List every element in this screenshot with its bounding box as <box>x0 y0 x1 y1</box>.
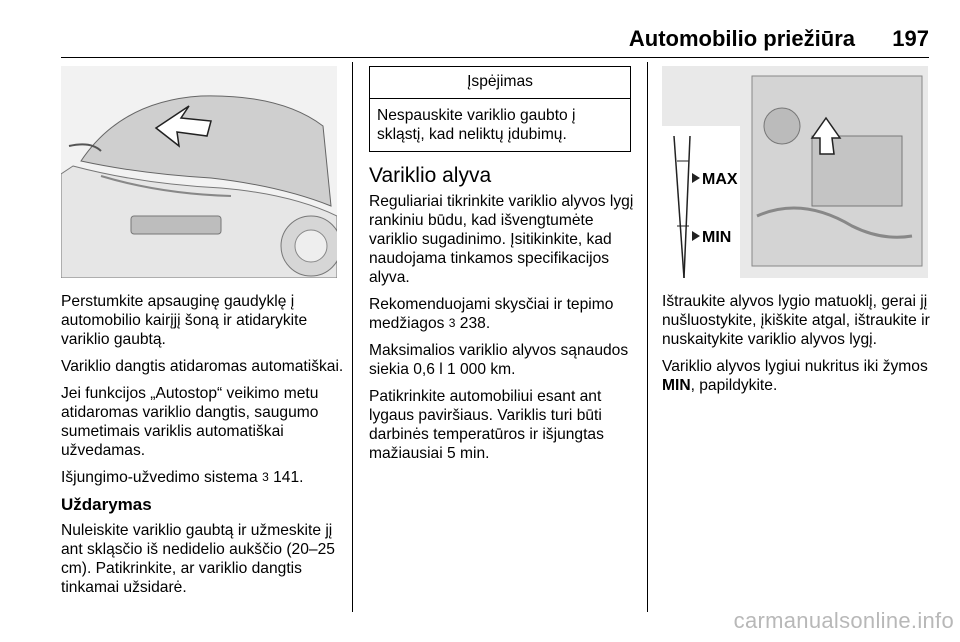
warning-title: Įspėjimas <box>370 67 630 99</box>
hood-open-instruction: Perstumkite apsauginę gaudyklę į automobilio kairįjį šoną ir atidarykite variklio gaubtą. <box>61 293 308 348</box>
watermark: carmanualsonline.info <box>733 608 954 633</box>
refill-end: , papildykite. <box>690 377 778 394</box>
left-column <box>61 66 344 605</box>
header-rule <box>61 57 929 58</box>
closing-instruction: Nuleiskite variklio gaubtą ir užmeskite jį ant skląsčio iš nedidelio aukščio (20–25 cm). Patikrinkite, ar variklio dangtis tinkamai užsidarė. <box>61 522 335 596</box>
max-mark-label: MAX <box>702 171 738 188</box>
oil-check-intro: Reguliariai tikrinkite variklio alyvos lygį rankiniu būdu, kad išvengtumėte variklio sugadinimo. Įsitikinkite, kad naudojama tinkamos specifikacijos alyva. <box>369 193 634 286</box>
dipstick-illustration <box>662 66 928 278</box>
engine-oil-title: Variklio alyva <box>369 164 492 187</box>
page-title: Automobilio priežiūra <box>628 26 855 51</box>
reference-end: . <box>485 315 491 332</box>
page-number: 197 <box>892 26 929 51</box>
hood-release-illustration <box>61 66 337 278</box>
reference-end: . <box>299 469 304 486</box>
warning-box <box>369 66 631 152</box>
refill-text: Variklio alyvos lygiui nukritus iki žymos <box>662 358 928 375</box>
hood-auto-open-note: Variklio dangtis atidaromas automatiškai. <box>61 358 344 375</box>
reference-page: 238 <box>459 315 486 332</box>
oil-check-conditions: Patikrinkite automobiliui esant ant lygaus paviršiaus. Variklis turi būti darbinės temperatūros ir išjungtas mažiausiai 5 min. <box>369 388 604 462</box>
autostop-note: Jei funkcijos „Autostop“ veikimo metu atidaromas variklio dangtis, saugumo sumetimais variklis automatiškai užvedamas. <box>61 385 319 459</box>
fluids-reference <box>369 295 639 333</box>
oil-consumption-note: Maksimalios variklio alyvos sąnaudos siekia 0,6 l 1 000 km. <box>369 342 629 378</box>
warning-body: Nespauskite variklio gaubto į skląstį, kad neliktų įdubimų. <box>377 107 576 143</box>
reference-page: 141 <box>273 469 300 486</box>
column-divider-left <box>352 62 353 612</box>
page-reference-icon: 3 <box>448 316 456 330</box>
page-reference-icon: 3 <box>262 470 269 484</box>
dipstick-instruction: Ištraukite alyvos lygio matuoklį, gerai jį nušluostykite, įkiškite atgal, ištraukite ir nuskaitykite variklio alyvos lygį. <box>662 293 930 348</box>
middle-column <box>369 66 639 471</box>
min-mark-label: MIN <box>702 229 732 246</box>
column-divider-right <box>647 62 648 612</box>
min-label: MIN <box>662 377 691 394</box>
page-header <box>61 22 929 52</box>
stop-start-reference <box>61 468 344 487</box>
refill-instruction <box>662 357 934 395</box>
right-column <box>662 66 934 403</box>
reference-text: Išjungimo-užvedimo sistema <box>61 469 263 486</box>
reference-text: Rekomenduojami skysčiai ir tepimo medžiagos <box>369 296 614 332</box>
closing-subtitle: Uždarymas <box>61 495 152 514</box>
